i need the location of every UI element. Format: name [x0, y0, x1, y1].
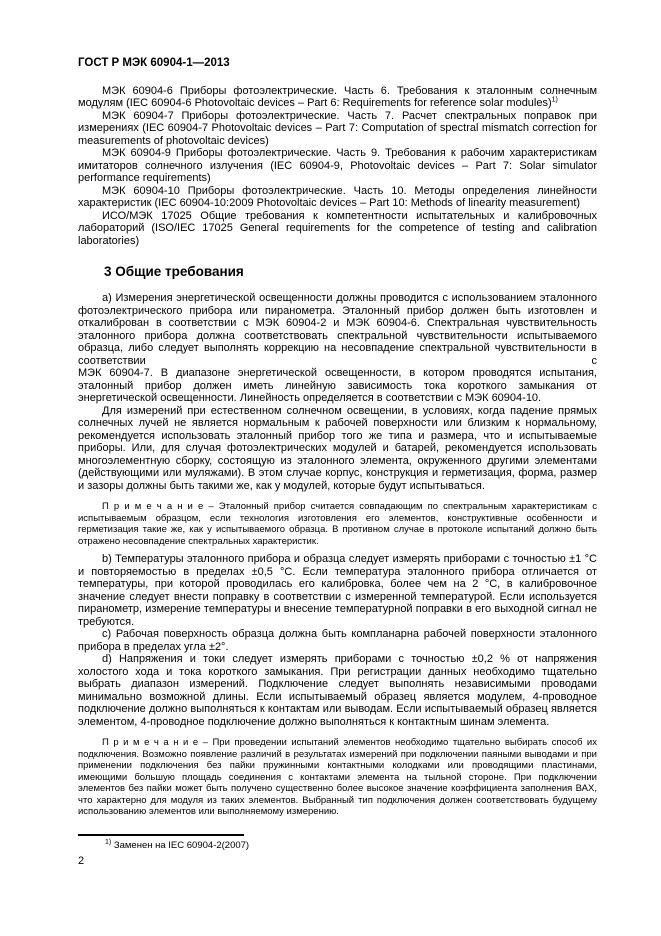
reference-text: МЭК 60904-6 Приборы фотоэлектрические. Часть 6. Требования к эталонным солнечным модулям (IEC 60904-6 Photovoltaic devices – Part 6: Requirements for reference solar modules) [78, 84, 597, 109]
reference-paragraph-iec-60904-7: МЭК 60904-7 Приборы фотоэлектрические. Часть 7. Расчет спектральных поправок при измерениях (IEC 60904-7 Photovoltaic devices – Part 7: Computation of spectral mismatch correction for measurements of photovoltaic devices) [78, 109, 597, 147]
footnote-marker-superscript: 1) [551, 96, 558, 104]
reference-paragraph-iec-60904-6 [78, 85, 597, 110]
note-connection-method: П р и м е ч а н и е – При проведении испытаний элементов необходимо тщательно выбирать способ их подключения. Возможно появление различий в результатах измерений при подключении паяными выводами и при применении подключения без пайки пружинными контактными колодками или проводящими пластинами, имеющими большую площадь соединения с контактами элемента на тыльной стороне. При подключении элементов без пайки может быть получено существенно более высокое значение коэффициента заполнения ВАХ, что характерно для модуля из таких элементов. Выбранный тип подключения должен соответствовать будущему использованию элементов или выполняемому измерению. [78, 737, 597, 817]
reference-paragraph-iso-17025: ИСО/МЭК 17025 Общие требования к компетентности испытательных и калибровочных лабораторий (ISO/IEC 17025 General requirements for the competence of testing and calibration laboratories) [78, 209, 597, 247]
item-d-paragraph: d) Напряжения и токи следует измерять приборами с точностью ±0,2 % от напряжения холостого хода и тока короткого замыкания. При регистрации данных необходимо тщательно выбрать диапазон измерений. Подключение следует выполнять независимыми проводами минимально возможной длины. Если испытываемый образец является модулем, 4-проводное подключение должно выполняться к контактам или выводам. Если испытываемый образец является элементом, 4-проводное подключение должно выполняться к контактным шинам элемента. [78, 653, 597, 728]
item-a-justified-break-line [78, 355, 597, 368]
reference-paragraph-iec-60904-10: МЭК 60904-10 Приборы фотоэлектрические. Часть 10. Методы определения линейности характеристик (IEC 60904-10:2009 Photovoltaic devices – Part 10: Methods of linearity measurement) [78, 184, 597, 209]
document-header-title: ГОСТ Р МЭК 60904-1—2013 [78, 57, 230, 69]
note-spectral-characteristics: П р и м е ч а н и е – Эталонный прибор считается совпадающим по спектральным характеристикам с испытываемым образцом, если технология изготовления его элементов, конструктивные особенности и герметизация такие же, как у испытываемого образца. В противном случае в протоколе испытаний должно быть отражено несовпадение спектральных характеристик. [78, 501, 597, 547]
footnote-block [78, 834, 597, 868]
break-line-left-word: соответствии [78, 354, 146, 367]
item-a-paragraph-part2: МЭК 60904-7. В диапазоне энергетической освещенности, в котором проводятся испытания, эталонный прибор должен иметь линейную зависимость тока короткого замыкания от энергетической освещенности. Линейность определяется в соответствии с МЭК 60904-10. [78, 367, 597, 404]
page-number: 2 [78, 855, 85, 867]
footnote-marker: 1) [105, 838, 112, 846]
footnote-body: Заменен на IEC 60904-2(2007) [111, 839, 250, 851]
item-a-paragraph-part1: а) Измерения энергетической освещенности должны проводится с использованием эталонного фотоэлектрического прибора или пиранометра. Эталонный прибор должен быть изготовлен и откалиброван в соответствии с МЭК 60904-2 и МЭК 60904-6. Спектральная чувствительность эталонного прибора должна соответствовать спектральной чувствительности испытываемого образца, либо следует выполнять коррекцию на несовпадение спектральной чувствительности в [78, 292, 597, 354]
reference-paragraph-iec-60904-9: МЭК 60904-9 Приборы фотоэлектрические. Часть 9. Требования к рабочим характеристикам имитаторов солнечного излучения (IEC 60904-9, Photovoltaic devices – Part 7: Solar simulator performance requirements) [78, 147, 597, 184]
item-c-paragraph: c) Рабочая поверхность образца должна быть компланарна рабочей поверхности эталонного прибора в пределах угла ±2°. [78, 628, 597, 653]
break-line-right-word: с [591, 354, 597, 367]
item-b-paragraph: b) Температуры эталонного прибора и образца следует измерять приборами с точностью ±1 °С и повторяемостью в пределах ±0,5 °С. Если температура эталонного прибора отличается от температуры, при которой проводилась его калибровка, более чем на 2 °С, в калибровочное значение следует внести поправку в соответствии с измеренной температурой. Если используется пиранометр, измерение температуры и внесение температурной поправки в его выходной сигнал не требуются. [78, 553, 597, 628]
item-a-paragraph-part3: Для измерений при естественном солнечном освещении, в условиях, когда падение прямых солнечных лучей не является нормальным к рабочей поверхности или близким к нормальному, рекомендуется использовать эталонный прибор того же типа и размера, что и испытываемые приборы. Или, для случая фотоэлектрических модулей и батарей, рекомендуется использовать многоэлементную сборку, состоящую из эталонного элемента, окруженного другими элементами (действующими или муляжами). В этом случае корпус, конструкция и герметизация, форма, размер и зазоры должны быть такими же, как у модулей, которые будут испытываться. [78, 404, 597, 492]
footnote-text [78, 840, 597, 852]
footnote-separator-rule [78, 834, 244, 836]
section-3-heading: 3 Общие требования [104, 264, 244, 279]
